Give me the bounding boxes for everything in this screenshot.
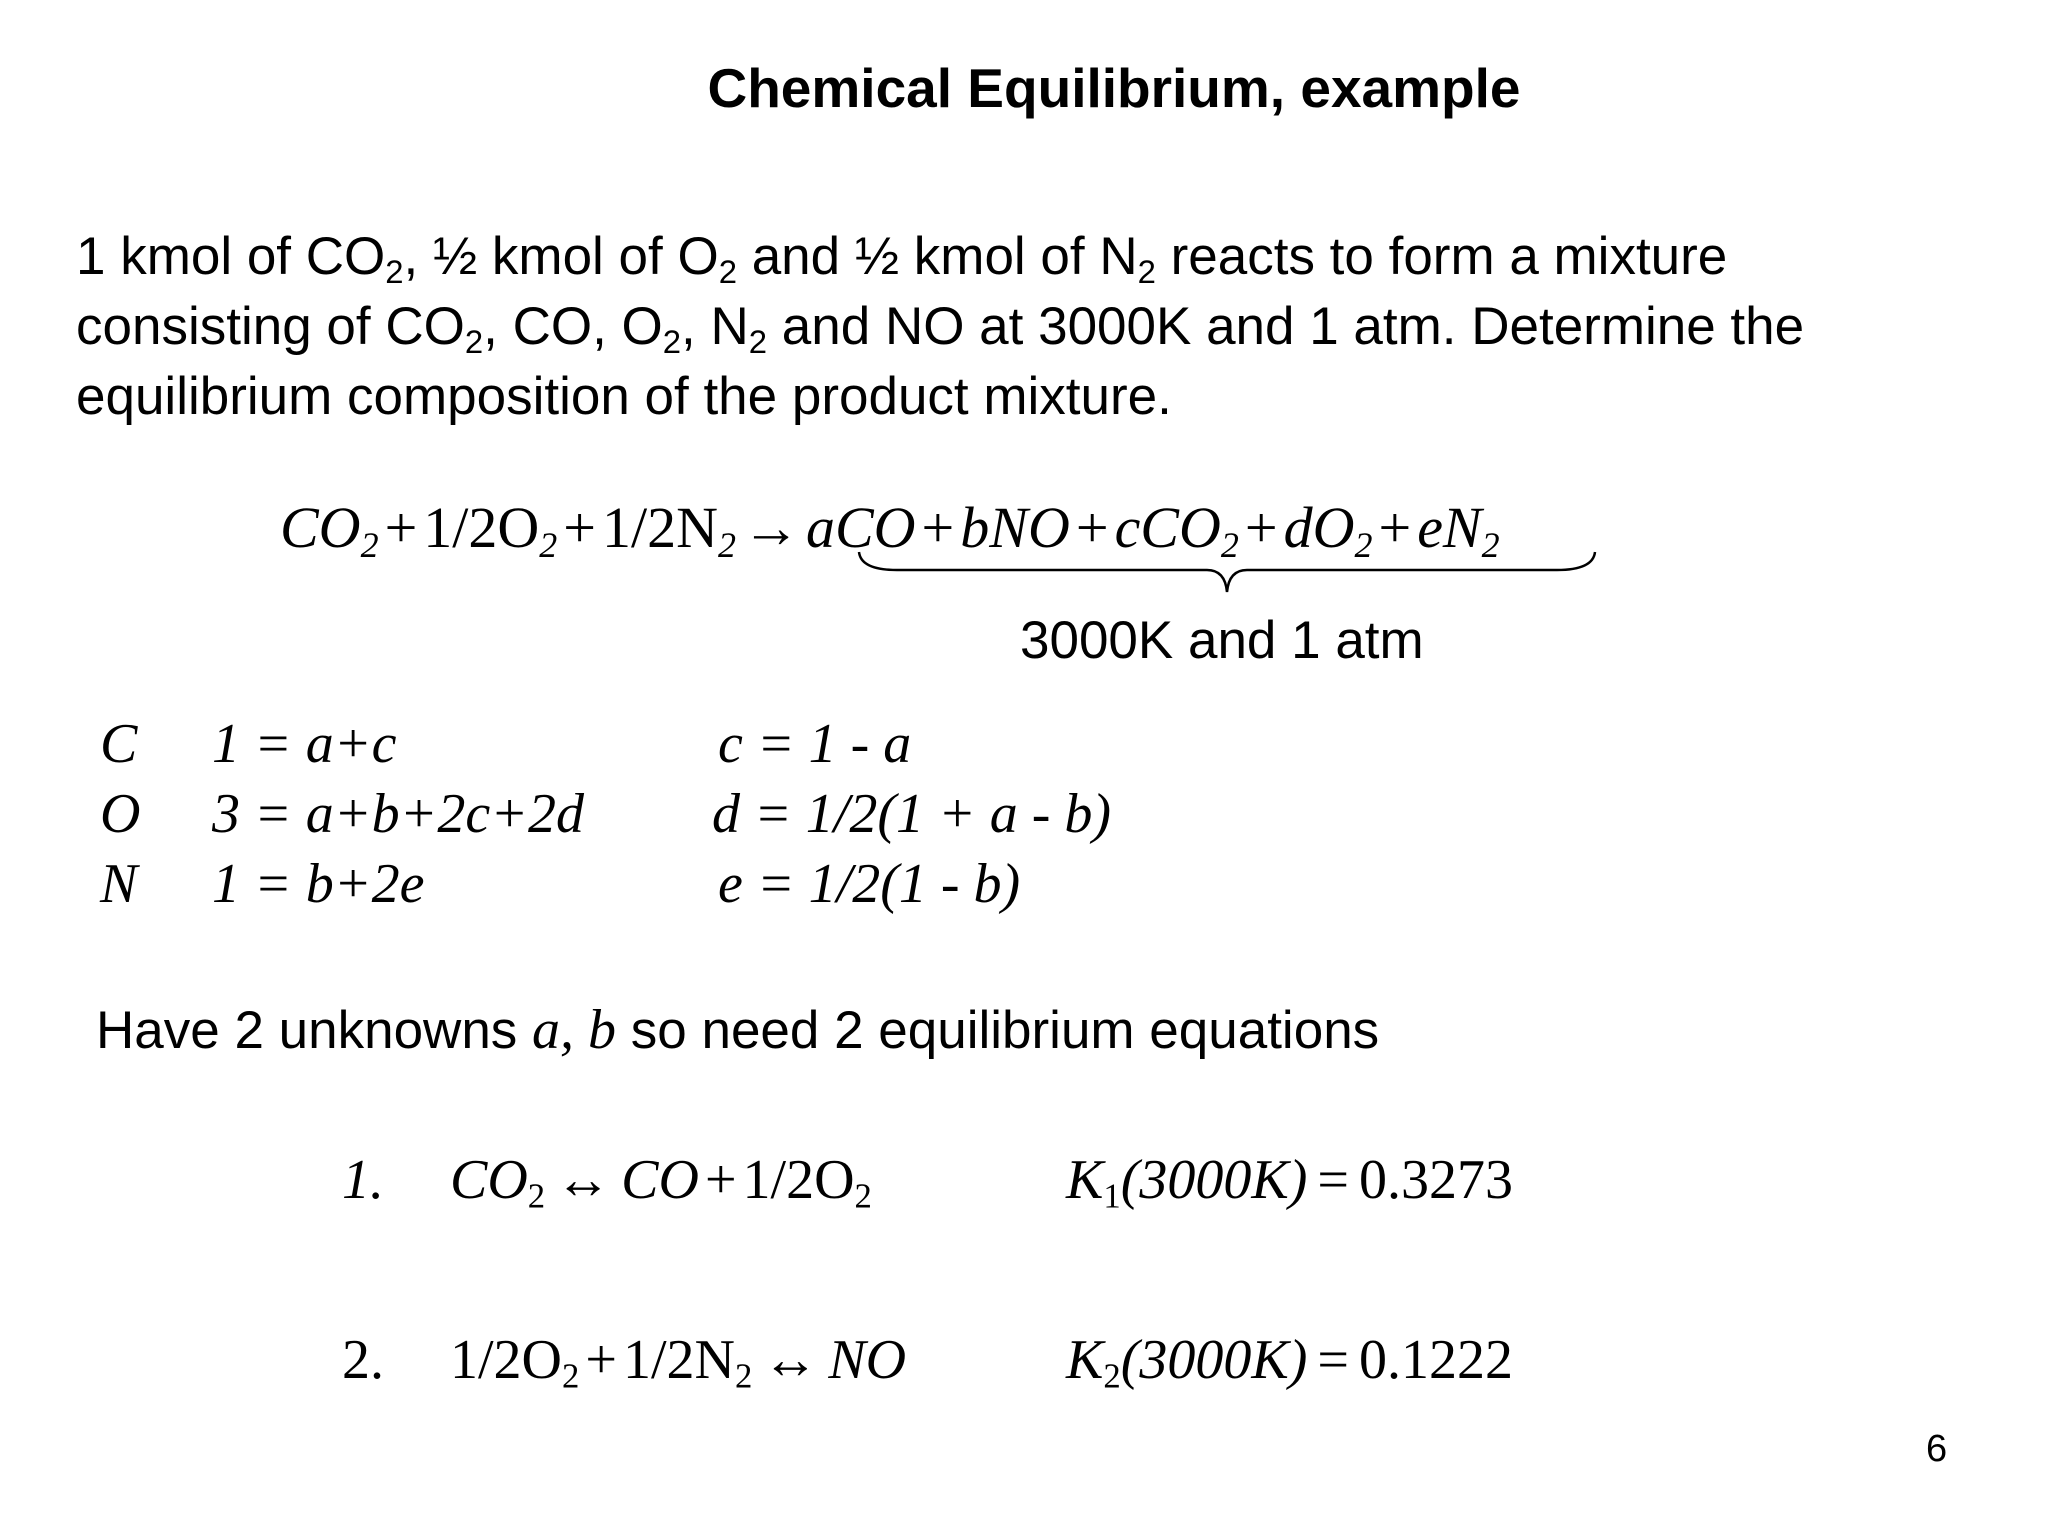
slide-title: Chemical Equilibrium, example xyxy=(707,57,1521,119)
balance-element: C xyxy=(100,713,138,775)
balance-solution: c = 1 - a xyxy=(718,713,912,775)
underbrace xyxy=(857,548,1597,598)
problem-line-2: consisting of $CO_2$, CO, $O_2$, $N_2$ and NO at 3000K and 1 atm. Determine the xyxy=(76,297,1805,361)
reaction-2-constant: $K_2(3000K) = 0.1222$ xyxy=(1066,1329,1513,1396)
conditions-label: 3000K and 1 atm xyxy=(1020,611,1424,670)
main-reaction-equation: $CO_2 + 1/2O_2 + 1/2N_2$ → aCO + bNO + $cCO_2 + dO_2 + eN_2$ xyxy=(280,495,1500,566)
balance-solution: d = 1/2(1 + a - b) xyxy=(712,783,1112,845)
reaction-2-number: 2. xyxy=(342,1329,384,1391)
reaction-1-constant: $K_1(3000K) = 0.3273$ xyxy=(1066,1149,1513,1216)
page-number: 6 xyxy=(1926,1428,1948,1470)
balance-equation: 1 = a+c xyxy=(212,713,397,775)
problem-line-1: 1 kmol of $CO_2$, ½ kmol of $O_2$ and ½ kmol of $N_2$ reacts to form a mixture xyxy=(76,227,1728,291)
balance-element: N xyxy=(100,853,138,915)
unknowns-statement: Have 2 unknowns a, b so need 2 equilibrium equations xyxy=(96,999,1380,1061)
balance-equation: 1 = b+2e xyxy=(212,853,425,915)
balance-element: O xyxy=(100,783,141,845)
reaction-2-equation: $1/2O_2 + 1/2N_2$ ↔ NO xyxy=(450,1329,907,1396)
reaction-1-equation: $CO_2$ ↔ CO + $1/2O_2$ xyxy=(450,1149,872,1216)
reaction-1-number: 1. xyxy=(342,1149,384,1211)
problem-line-3: equilibrium composition of the product mixture. xyxy=(76,367,1172,426)
balance-equation: 3 = a+b+2c+2d xyxy=(212,783,585,845)
balance-solution: e = 1/2(1 - b) xyxy=(718,853,1021,915)
